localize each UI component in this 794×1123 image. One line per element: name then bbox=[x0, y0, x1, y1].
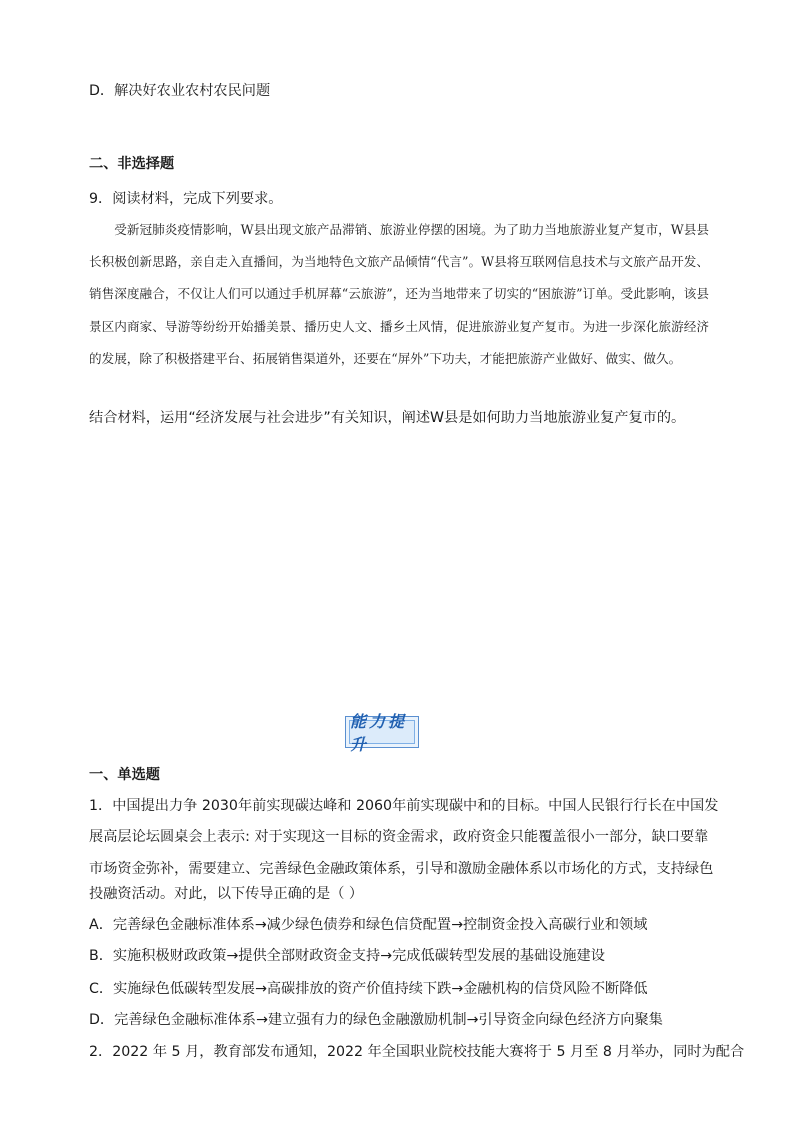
question-9-task: 结合材料，运用“经济发展与社会进步”有关知识，阐述W县是如何助力当地旅游业复产复市的。 bbox=[89, 410, 686, 426]
section-heading-single-choice: 一、单选题 bbox=[89, 767, 160, 783]
question-9-material: 受新冠肺炎疫情影响，W县出现文旅产品滞销、旅游业停摆的困境。为了助力当地旅游业复产复市，W县县长积极创新思路，亲自走入直播间，为当地特色文旅产品倾情“代言”。W县将互联网信息技术与文旅产品开发、销售深度融合，不仅让人们可以通过手机屏幕“云旅游”，还为当地带来了切实的“困旅游”订单。受此影响，该县景区内商家、导游等纷纷开始播美景、播历史人文、播乡土风情，促进旅游业复产复市。为进一步深化旅游经济的发展，除了积极搭建平台、拓展销售渠道外，还要在“屏外”下功夫，才能把旅游产业做好、做实、做久。 bbox=[89, 222, 709, 366]
question-1-option-c: C．实施绿色低碳转型发展→高碳排放的资产价值持续下跌→金融机构的信贷风险不断降低 bbox=[89, 981, 648, 997]
question-1-option-b: B．实施积极财政政策→提供全部财政资金支持→完成低碳转型发展的基础设施建设 bbox=[89, 948, 605, 964]
ability-boost-label: 能力提升 bbox=[349, 720, 415, 744]
ability-boost-badge bbox=[345, 712, 419, 754]
option-d: D．解决好农业农村农民问题 bbox=[89, 83, 271, 99]
question-1-line-2: 展高层论坛圆桌会上表示: 对于实现这一目标的资金需求，政府资金只能覆盖很小一部分，缺口要靠 bbox=[89, 829, 709, 845]
question-1-line-3: 市场资金弥补，需要建立、完善绿色金融政策体系，引导和激励金融体系以市场化的方式，支持绿色 bbox=[89, 861, 714, 877]
section-heading-nonchoice: 二、非选择题 bbox=[89, 156, 175, 172]
question-2-line-1: 2．2022 年 5 月，教育部发布通知，2022 年全国职业院校技能大赛将于 5 月至 8 月举办，同时为配合 bbox=[89, 1044, 745, 1060]
question-1-option-a: A．完善绿色金融标准体系→减少绿色债券和绿色信贷配置→控制资金投入高碳行业和领域 bbox=[89, 917, 648, 933]
question-1-line-1: 1．中国提出力争 2030年前实现碳达峰和 2060年前实现碳中和的目标。中国人民银行行长在中国发 bbox=[89, 798, 719, 814]
question-1-line-4: 投融资活动。对此，以下传导正确的是（ ） bbox=[89, 886, 364, 902]
question-9-prompt: 9．阅读材料，完成下列要求。 bbox=[89, 191, 283, 207]
question-1-option-d: D．完善绿色金融标准体系→建立强有力的绿色金融激励机制→引导资金向绿色经济方向聚集 bbox=[89, 1012, 663, 1028]
